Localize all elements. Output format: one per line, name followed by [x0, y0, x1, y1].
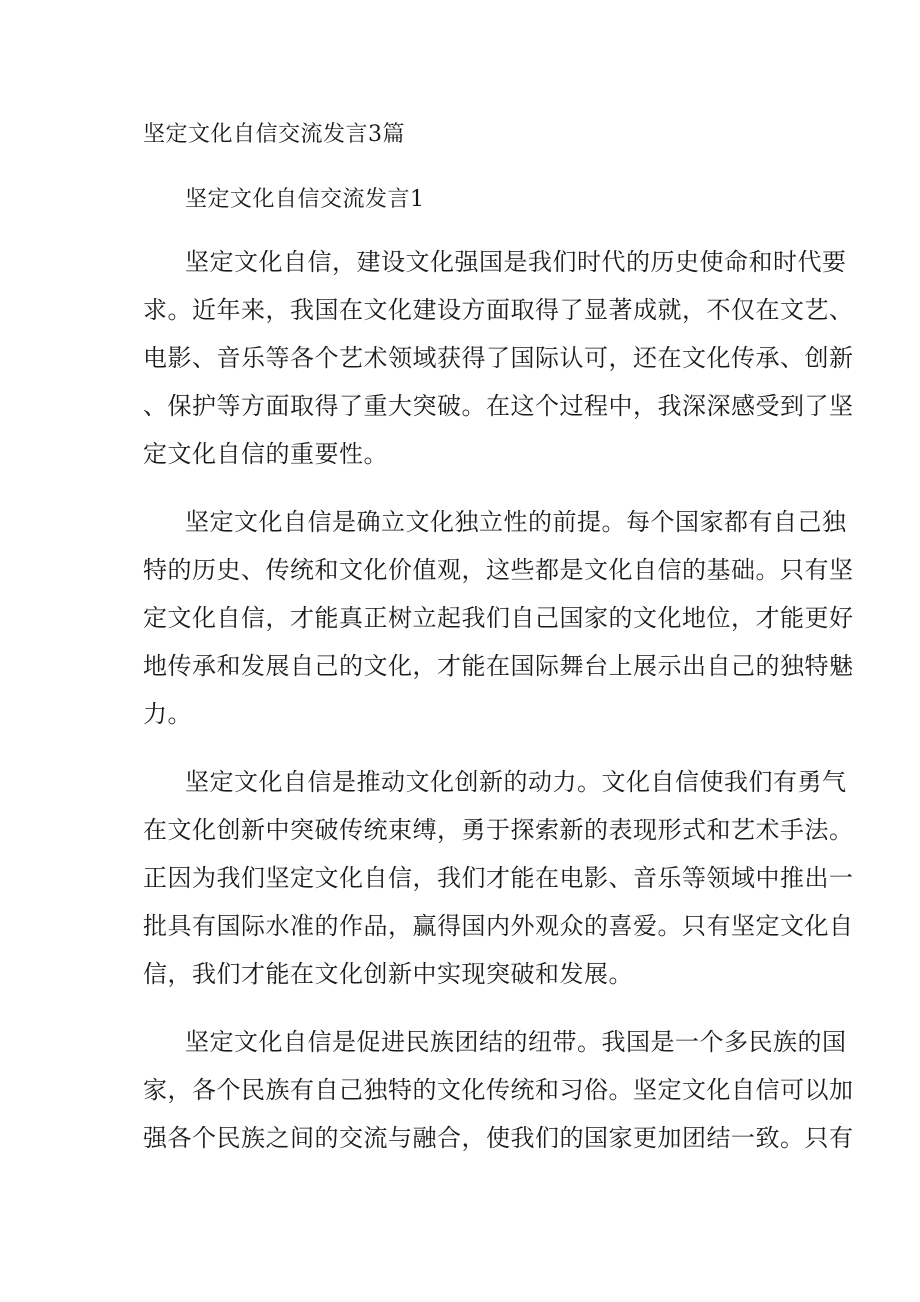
paragraph-line: 批具有国际水准的作品，赢得国内外观众的喜爱。只有坚定文化自 [143, 912, 854, 940]
paragraph-line: 坚定文化自信是推动文化创新的动力。文化自信使我们有勇气 [185, 768, 847, 796]
section-heading: 坚定文化自信交流发言1 [185, 187, 425, 212]
paragraph-line: 家，各个民族有自己独特的文化传统和习俗。坚定文化自信可以加 [143, 1076, 854, 1104]
paragraph-line: 力。 [143, 700, 192, 728]
document-title: 坚定文化自信交流发言3篇 [143, 122, 405, 147]
paragraph-line: 正因为我们坚定文化自信，我们才能在电影、音乐等领域中推出一 [143, 864, 854, 892]
paragraph-line: 定文化自信的重要性。 [143, 440, 388, 468]
paragraph-line: 、保护等方面取得了重大突破。在这个过程中，我深深感受到了坚 [143, 392, 854, 420]
paragraph-line: 定文化自信，才能真正树立起我们自己国家的文化地位，才能更好 [143, 604, 854, 632]
paragraph-line: 地传承和发展自己的文化，才能在国际舞台上展示出自己的独特魅 [143, 652, 854, 680]
paragraph-line: 信，我们才能在文化创新中实现突破和发展。 [143, 960, 633, 988]
paragraph-line: 电影、音乐等各个艺术领域获得了国际认可，还在文化传承、创新 [143, 344, 854, 372]
paragraph-line: 坚定文化自信是促进民族团结的纽带。我国是一个多民族的国 [185, 1028, 847, 1056]
paragraph-line: 在文化创新中突破传统束缚，勇于探索新的表现形式和艺术手法。 [143, 816, 854, 844]
paragraph-line: 强各个民族之间的交流与融合，使我们的国家更加团结一致。只有 [143, 1124, 854, 1152]
paragraph-line: 坚定文化自信是确立文化独立性的前提。每个国家都有自己独 [185, 508, 847, 536]
paragraph-line: 坚定文化自信，建设文化强国是我们时代的历史使命和时代要 [185, 248, 847, 276]
paragraph-line: 特的历史、传统和文化价值观，这些都是文化自信的基础。只有坚 [143, 556, 854, 584]
paragraph-line: 求。近年来，我国在文化建设方面取得了显著成就，不仅在文艺、 [143, 296, 854, 324]
